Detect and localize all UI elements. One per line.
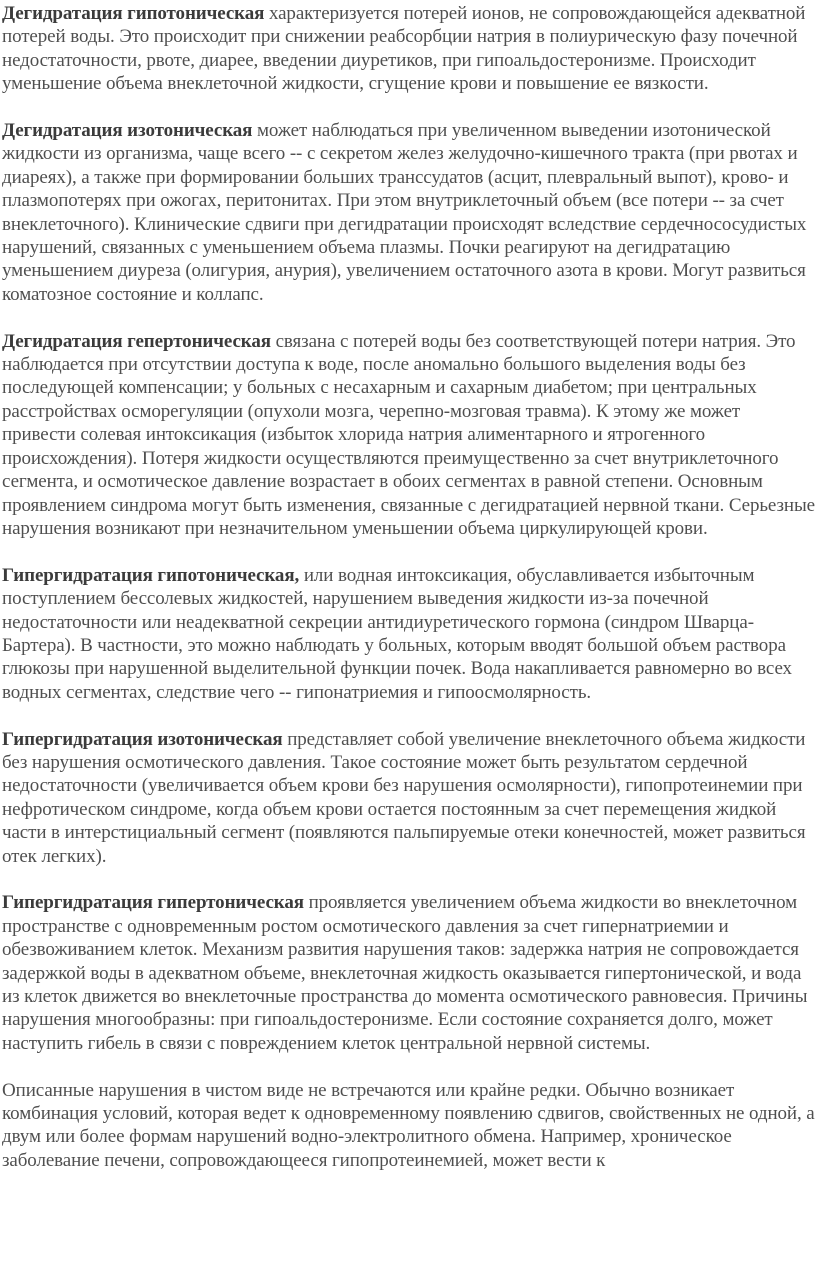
paragraph-combined-disorders xyxy=(2,1079,816,1173)
paragraph-text: Описанные нарушения в чистом виде не встречаются или крайне редки. Обычно возникает комбинация условий, которая ведет к одновременному появлению сдвигов, свойственных не одной, а двум или более формам нарушений водно-электролитного обмена. Например, хроническое заболевание печени, сопровождающееся гипопротеинемией, может вести к xyxy=(2,1079,815,1171)
term-heading: Гипергидратация гипотоническая, xyxy=(2,564,300,586)
paragraph-text: связана с потерей воды без соответствующей потери натрия. Это наблюдается при отсутствии доступа к воде, после аномально большого выделения воды без последующей компенсации; у больных с несахарным и сахарным диабетом; при центральных расстройствах осморегуляции (опухоли мозга, черепно-мозговая травма). К этому же может привести солевая интоксикация (избыток хлорида натрия алиментарного и ятрогенного происхождения). Потеря жидкости осуществляются преимущественно за счет внутриклеточного сегмента, и осмотическое давление возрастает в обоих сегментах в равной степени. Основным проявлением синдрома могут быть изменения, связанные с дегидратацией нервной ткани. Серьезные нарушения возникают при незначительном уменьшении объема циркулирующей крови. xyxy=(2,330,815,539)
paragraph-text: или водная интоксикация, обуславливается избыточным поступлением бессолевых жидкостей, нарушением выведения жидкости из-за почечной недостаточности или неадекватной секреции антидиуретического гормона (синдром Шварца-Бартера). В частности, это можно наблюдать у больных, которым вводят большой объем раствора глюкозы при нарушенной выделительной функции почек. Вода накапливается равномерно во всех водных сегментах, следствие чего -- гипонатриемия и гипоосмолярность. xyxy=(2,564,792,703)
paragraph-hypotonic-hyperhydration xyxy=(2,564,816,704)
term-heading: Дегидратация изотоническая xyxy=(2,120,253,142)
paragraph-isotonic-dehydration xyxy=(2,119,816,306)
paragraph-text: проявляется увеличением объема жидкости во внеклеточном пространстве с одновременным ростом осмотического давления за счет гипернатриемии и обезвоживанием клеток. Механизм развития нарушения таков: задержка натрия не сопровождается задержкой воды в адекватном объеме, внеклеточная жидкость оказывается гипертонической, и вода из клеток движется во внеклеточные пространства до момента осмотического равновесия. Причины нарушения многообразны: при гипоальдостеронизме. Если состояние сохраняется долго, может наступить гибель в связи с повреждением клеток центральной нервной системы. xyxy=(2,892,808,1054)
paragraph-text: характеризуется потерей ионов, не сопровождающейся адекватной потерей воды. Это происходит при снижении реабсорбции натрия в полиурическую фазу почечной недостаточности, рвоте, диарее, введении диуретиков, при гипоальдостеронизме. Происходит уменьшение объема внеклеточной жидкости, сгущение крови и повышение ее вязкости. xyxy=(2,3,806,95)
paragraph-isotonic-hyperhydration xyxy=(2,728,816,868)
paragraph-hypotonic-dehydration xyxy=(2,2,816,96)
term-heading: Дегидратация гипотоническая xyxy=(2,3,265,24)
term-heading: Гипергидратация гипертоническая xyxy=(2,892,304,914)
paragraph-hypertonic-hyperhydration xyxy=(2,891,816,1055)
paragraph-text: может наблюдаться при увеличенном выведении изотонической жидкости из организма, чаще всего -- с секретом желез желудочно-кишечного тракта (при рвотах и диареях), а также при формировании больших транссудатов (асцит, плевральный выпот), крово- и плазмопотерях при ожогах, перитонитах. При этом внутриклеточный объем (все потери -- за счет внеклеточного). Клинические сдвиги при дегидратации происходят вследствие сердечнососудистых нарушений, связанных с уменьшением объема плазмы. Почки реагируют на дегидратацию уменьшением диуреза (олигурия, анурия), увеличением остаточного азота в крови. Могут развиться коматозное состояние и коллапс. xyxy=(2,120,807,305)
paragraph-text: представляет собой увеличение внеклеточного объема жидкости без нарушения осмотического давления. Такое состояние может быть результатом сердечной недостаточности (увеличивается объем крови без нарушения осмолярности), гипопротеинемии при нефротическом синдроме, когда объем крови остается постоянным за счет перемещения жидкой части в интерстициальный сегмент (появляются пальпируемые отеки конечностей, может развиться отек легких). xyxy=(2,728,806,867)
term-heading: Гипергидратация изотоническая xyxy=(2,728,283,750)
term-heading: Дегидратация гепертоническая xyxy=(2,330,271,352)
paragraph-hypertonic-dehydration xyxy=(2,330,816,541)
